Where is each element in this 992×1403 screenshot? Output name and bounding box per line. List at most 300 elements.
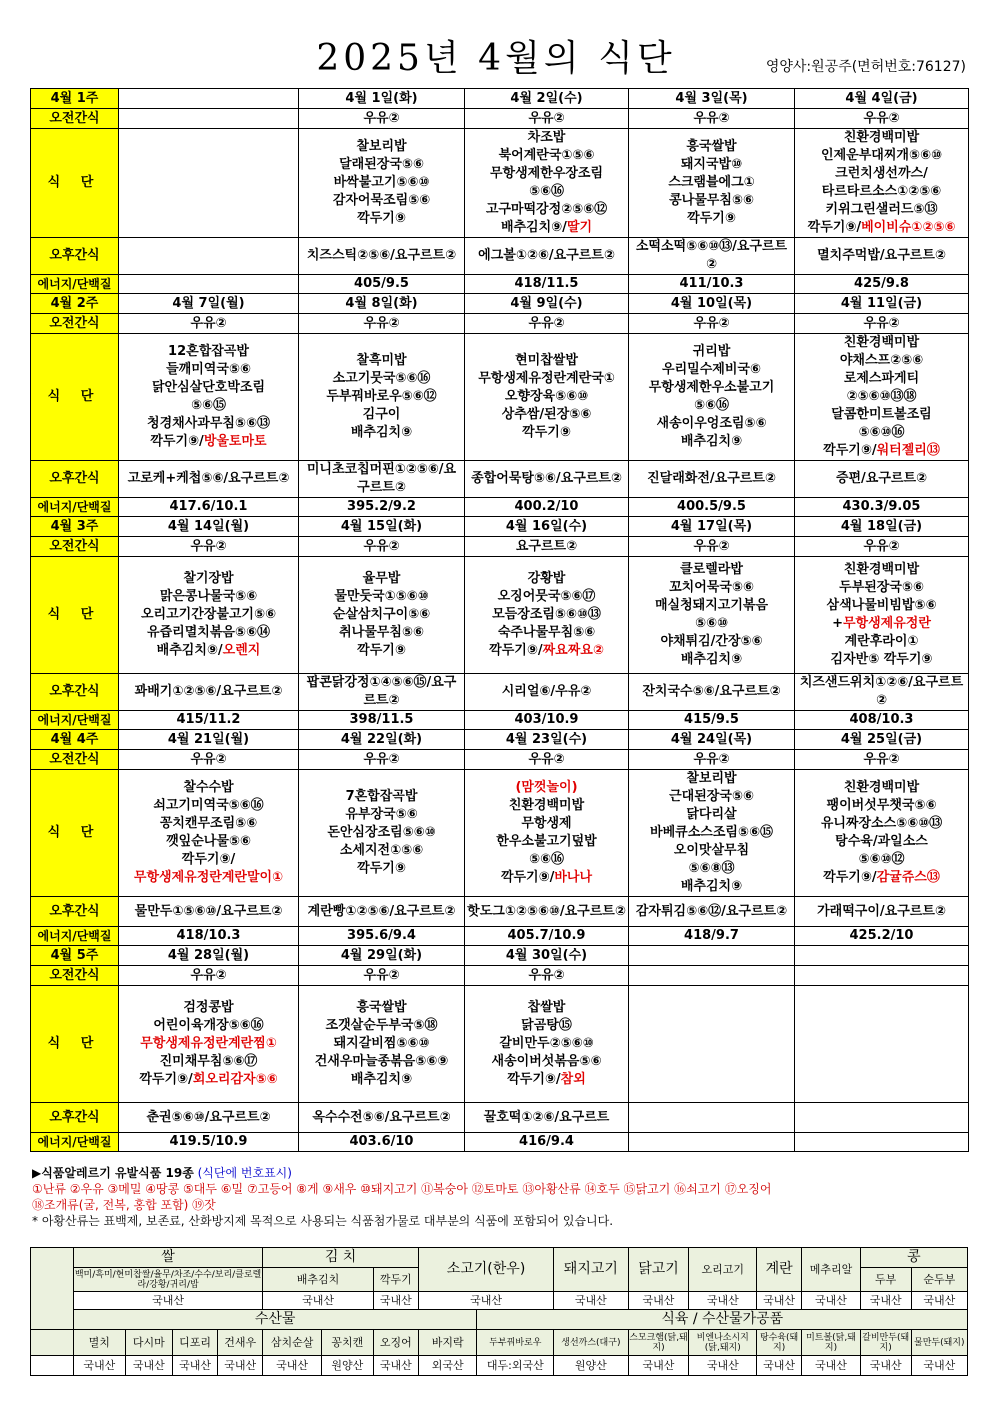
meal-item: 달콤한미트볼조림 [831, 407, 932, 422]
day-header: 4월 22일(화) [299, 730, 465, 750]
meal-line [467, 606, 626, 624]
origin-value: 국내산 [911, 1292, 967, 1310]
meal-line [797, 406, 966, 424]
am-snack-label: 오전간식 [31, 314, 119, 334]
meal-line [121, 1071, 296, 1089]
week-date-row [31, 294, 969, 314]
meal-line [301, 1035, 462, 1053]
energy-cell: 398/11.5 [299, 711, 465, 730]
meal-item: 깍두기⑨/ [181, 852, 236, 867]
meal-line [467, 588, 626, 606]
meal-line [797, 370, 966, 388]
meal-item: 쇠고기미역국⑤⑥⑯ [153, 798, 264, 813]
energy-cell: 415/11.2 [119, 711, 299, 730]
meal-item: 깍두기⑨/ [500, 870, 555, 885]
am-snack-cell: 우유② [465, 966, 629, 986]
meal-line [121, 433, 296, 451]
meal-cell [465, 557, 629, 674]
meal-item: 달래된장국⑤⑥ [339, 157, 424, 172]
meal-cell [465, 770, 629, 897]
meal-line [301, 406, 462, 424]
day-header [119, 89, 299, 109]
origin-value: 국내산 [418, 1292, 553, 1310]
meal-cell [299, 129, 465, 238]
meal-cell [629, 770, 795, 897]
meal-line [121, 815, 296, 833]
meal-line [301, 424, 462, 442]
meal-item: 깍두기⑨ [357, 211, 406, 226]
meal-line [467, 219, 626, 237]
meal-item: 어린이육개장⑤⑥⑯ [153, 1018, 264, 1033]
meal-cell [795, 557, 969, 674]
meal-item: 배추김치⑨ [680, 652, 743, 667]
meal-line [301, 1071, 462, 1089]
meal-item: 검정콩밥 [183, 1000, 234, 1015]
meal-line [121, 851, 296, 869]
meal-item: 콩나물무침⑤⑥ [669, 193, 754, 208]
meal-line [631, 878, 792, 896]
meal-line [467, 147, 626, 165]
energy-cell: 405.7/10.9 [465, 927, 629, 946]
meal-line [467, 642, 626, 660]
meal-item: 김구이 [362, 407, 401, 422]
meal-item: 바베큐소스조림⑤⑥⑮ [650, 825, 773, 840]
week-date-row [31, 730, 969, 750]
pm-snack-cell [629, 1103, 795, 1133]
meal-item: 순살삼치구이⑤⑥ [332, 607, 431, 622]
meal-item: ⑤⑥⑯ [528, 852, 564, 867]
pm-snack-cell: 감자튀김⑤⑥⑫/요구르트② [629, 897, 795, 927]
origin-corner [31, 1330, 74, 1356]
page-title: 2025년 4월의 식단 [316, 38, 676, 79]
am-snack-cell: 우유② [299, 537, 465, 557]
meal-line [797, 651, 966, 669]
processed-origin: 대두:외국산 [477, 1356, 554, 1376]
meal-item: 워터젤리⑬ [876, 443, 940, 458]
week-date-row [31, 89, 969, 109]
meal-cell [629, 334, 795, 461]
allergen-list-2: ⑱조개류(굴, 전복, 홍합 포함) ⑲잣 [32, 1198, 216, 1212]
meal-line [467, 129, 626, 147]
origin-value: 국내산 [263, 1292, 373, 1310]
meal-item: 친환경백미밥 [843, 562, 920, 577]
meal-line [301, 860, 462, 878]
meal-item: 깍두기⑨/ [489, 643, 543, 658]
meal-item: 조갯살순두부국⑤⑱ [325, 1018, 438, 1033]
am-snack-cell: 우유② [795, 750, 969, 770]
meal-cell [299, 770, 465, 897]
meal-item: 찰수수밥 [183, 780, 234, 795]
seafood-item: 바지락 [418, 1330, 477, 1356]
pm-snack-label: 오후간식 [31, 461, 119, 498]
am-snack-cell: 우유② [119, 314, 299, 334]
meal-line [797, 779, 966, 797]
am-snack-cell: 우유② [119, 537, 299, 557]
am-snack-cell: 우유② [629, 750, 795, 770]
am-snack-cell: 우유② [465, 314, 629, 334]
meal-line [797, 165, 966, 183]
meal-item: 취나물무침⑤⑥ [339, 625, 424, 640]
seafood-item: 멸치 [73, 1330, 125, 1356]
meal-line [301, 842, 462, 860]
meal-label: 식 단 [31, 334, 119, 461]
origin-table [30, 1247, 968, 1376]
meal-cell [629, 129, 795, 238]
meal-item: 딸기 [566, 220, 593, 235]
meal-label: 식 단 [31, 770, 119, 897]
energy-label: 에너지/단백질 [31, 1133, 119, 1152]
meal-line [797, 442, 966, 460]
meal-line [467, 624, 626, 642]
seafood-origin: 국내산 [125, 1356, 172, 1376]
meal-line [121, 343, 296, 361]
meal-item: 오징어뭇국⑤⑥⑰ [497, 589, 596, 604]
meal-line [301, 352, 462, 370]
meal-item: 귀리밥 [692, 344, 731, 359]
meal-line [797, 869, 966, 887]
pm-snack-cell: 고로케+케첩⑤⑥/요구르트② [119, 461, 299, 498]
meal-line [301, 588, 462, 606]
energy-cell: 403.6/10 [299, 1133, 465, 1152]
meal-item: 오리고기간장불고기⑤⑥ [140, 607, 277, 622]
meal-item: 계란후라이① [844, 634, 919, 649]
meal-item: 숙주나물무침⑤⑥ [497, 625, 596, 640]
meal-line [121, 570, 296, 588]
meal-item: 베이비슈①②⑤⑥ [861, 220, 956, 235]
meal-item: 율무밥 [362, 571, 401, 586]
meal-cell [119, 770, 299, 897]
meal-cell [119, 986, 299, 1103]
meal-line [301, 156, 462, 174]
meal-line [301, 388, 462, 406]
meal-line [631, 379, 792, 397]
meal-item: 방울토마토 [203, 434, 267, 449]
meal-line [467, 1071, 626, 1089]
day-header: 4월 29일(화) [299, 946, 465, 966]
kimchi-header: 김 치 [263, 1248, 419, 1268]
week-label: 4월 3주 [31, 517, 119, 537]
meal-item: 새송이우엉조림⑤⑥ [656, 416, 767, 431]
meal-item: 짜요짜요② [542, 643, 604, 658]
day-header: 4월 24일(목) [629, 730, 795, 750]
pm-snack-row [31, 674, 969, 711]
processed-item: 스모크햄(닭,돼지) [628, 1330, 689, 1356]
pm-snack-cell: 잔치국수⑤⑥/요구르트② [629, 674, 795, 711]
meal-item: 클로렐라밥 [680, 562, 743, 577]
meal-cell [795, 334, 969, 461]
meal-item: 깍두기⑨ [357, 861, 406, 876]
meal-item: 로제스파게티 [843, 371, 920, 386]
pm-snack-cell: 치즈샌드위치①②⑥/요구르트② [795, 674, 969, 711]
meal-cell [465, 129, 629, 238]
am-snack-row [31, 966, 969, 986]
meal-cell [795, 770, 969, 897]
meal-item: 야채튀김/간장⑤⑥ [660, 634, 763, 649]
meal-item: ⑤⑥⑧⑬ [688, 861, 735, 876]
meal-item: 고구마떡강정②⑤⑥⑫ [485, 202, 608, 217]
meal-line [797, 424, 966, 442]
energy-cell: 403/10.9 [465, 711, 629, 730]
pm-snack-cell [795, 1103, 969, 1133]
origin-value: 국내산 [802, 1292, 861, 1310]
meal-line [467, 1017, 626, 1035]
meal-line [631, 415, 792, 433]
meal-item: 찰보리밥 [356, 139, 407, 154]
meal-line [631, 615, 792, 633]
seafood-origin: 국내산 [373, 1356, 418, 1376]
energy-cell: 415/9.5 [629, 711, 795, 730]
am-snack-cell: 우유② [299, 109, 465, 129]
day-header: 4월 30일(수) [465, 946, 629, 966]
energy-cell: 418/9.7 [629, 927, 795, 946]
nutritionist-info: 영양사:원공주(면허번호:76127) [765, 59, 966, 75]
meal-item: 감자어묵조림⑤⑥ [332, 193, 431, 208]
day-header: 4월 7일(월) [119, 294, 299, 314]
week-label: 4월 1주 [31, 89, 119, 109]
meal-item: 타르타르소스①②⑤⑥ [821, 184, 942, 199]
seafood-origin: 국내산 [218, 1356, 263, 1376]
meal-item: 야채스프②⑤⑥ [839, 353, 924, 368]
meal-cell [465, 334, 629, 461]
am-snack-cell: 우유② [795, 314, 969, 334]
day-header [629, 946, 795, 966]
meal-item: 무항생제한우장조림 [489, 166, 604, 181]
meal-line [797, 183, 966, 201]
energy-row [31, 927, 969, 946]
meal-line [121, 588, 296, 606]
meal-item: 맑은콩나물국⑤⑥ [159, 589, 258, 604]
allergen-legend [32, 1165, 962, 1229]
meal-cell [629, 986, 795, 1103]
processed-origin: 국내산 [628, 1356, 689, 1376]
meal-item: 팽이버섯무챗국⑤⑥ [826, 798, 937, 813]
meal-line [121, 624, 296, 642]
meal-cell [299, 334, 465, 461]
meal-line [797, 615, 966, 633]
meal-item: 배추김치⑨ [350, 425, 413, 440]
meal-item: 흥국쌀밥 [686, 139, 737, 154]
seafood-item: 오징어 [373, 1330, 418, 1356]
meal-line [301, 1017, 462, 1035]
meal-line [797, 201, 966, 219]
meal-item: 찰기장밥 [183, 571, 234, 586]
meal-item: 현미찹쌀밥 [515, 353, 578, 368]
am-snack-cell: 우유② [795, 537, 969, 557]
meal-item: 돼지갈비찜⑤⑥⑩ [333, 1036, 430, 1051]
meal-item: ②⑤⑥⑩⑬⑱ [846, 389, 917, 404]
meal-item: 배추김치⑨ [680, 879, 743, 894]
energy-row [31, 1133, 969, 1152]
meal-cell [795, 986, 969, 1103]
pm-snack-row [31, 897, 969, 927]
meal-item: 무항생제유정란 [843, 616, 931, 631]
meal-line [121, 1053, 296, 1071]
week-date-row [31, 946, 969, 966]
day-header: 4월 10일(목) [629, 294, 795, 314]
day-header: 4월 8일(화) [299, 294, 465, 314]
am-snack-cell [629, 966, 795, 986]
meal-line [467, 1035, 626, 1053]
meal-item: 돈안심장조림⑤⑥⑩ [327, 825, 436, 840]
meal-item: ⑤⑥⑩⑫ [858, 852, 905, 867]
day-header: 4월 3일(목) [629, 89, 795, 109]
meal-line [121, 361, 296, 379]
meal-item: 소세지전①⑤⑥ [339, 843, 424, 858]
legend-note: (식단에 번호표시) [197, 1166, 292, 1180]
meal-item: 참외 [560, 1072, 586, 1087]
meal-line [301, 824, 462, 842]
meal-line [301, 788, 462, 806]
meal-line [631, 138, 792, 156]
am-snack-cell: 우유② [629, 109, 795, 129]
meal-line [797, 147, 966, 165]
origin-value: 국내산 [628, 1292, 689, 1310]
processed-origin: 국내산 [802, 1356, 861, 1376]
meal-line [301, 570, 462, 588]
pm-snack-row [31, 238, 969, 275]
meal-line [797, 833, 966, 851]
meal-cell [119, 334, 299, 461]
day-header: 4월 21일(월) [119, 730, 299, 750]
energy-cell [795, 1133, 969, 1152]
processed-header: 식육 / 수산물가공품 [477, 1310, 968, 1330]
seafood-origin: 외국산 [418, 1356, 477, 1376]
meal-item: 상추쌈/된장⑤⑥ [501, 407, 592, 422]
meal-line [631, 343, 792, 361]
meal-item: 무항생제유정란계란말이① [133, 870, 284, 885]
energy-cell: 430.3/9.05 [795, 498, 969, 517]
allergen-list-1: ①난류 ②우유 ③메밀 ④땅콩 ⑤대두 ⑥밀 ⑦고등어 ⑧게 ⑨새우 ⑩돼지고기 ⑪복숭아 ⑫토마토 ⑬아황산류 ⑭호두 ⑮닭고기 ⑯쇠고기 ⑰오징어 [32, 1182, 772, 1196]
meal-line [631, 770, 792, 788]
meal-item: 바나나 [554, 870, 593, 885]
week-label: 4월 4주 [31, 730, 119, 750]
meal-line [797, 797, 966, 815]
pm-snack-label: 오후간식 [31, 897, 119, 927]
meal-line [797, 129, 966, 147]
meal-row [31, 986, 969, 1103]
origin-value: 국내산 [757, 1292, 802, 1310]
meal-item: 감귤쥬스⑬ [876, 870, 940, 885]
meal-line [797, 352, 966, 370]
meal-item: 김자반⑤ 깍두기⑨ [830, 652, 933, 667]
seafood-item: 건새우 [218, 1330, 263, 1356]
meal-line [631, 842, 792, 860]
week-date-row [31, 517, 969, 537]
meal-cell [299, 557, 465, 674]
meal-line [797, 597, 966, 615]
pm-snack-cell: 꽈배기①②⑤⑥/요구르트② [119, 674, 299, 711]
energy-cell: 419.5/10.9 [119, 1133, 299, 1152]
pm-snack-cell: 멸치주먹밥/요구르트② [795, 238, 969, 275]
meal-item: 친환경백미밥 [508, 798, 585, 813]
meal-line [797, 561, 966, 579]
seafood-origin: 국내산 [73, 1356, 125, 1376]
meal-line [301, 138, 462, 156]
pm-snack-cell: 팝콘닭강정①④⑤⑥⑮/요구르트② [299, 674, 465, 711]
meal-line [467, 406, 626, 424]
meal-cell [299, 986, 465, 1103]
processed-item: 비엔나소시지(닭,돼지) [689, 1330, 757, 1356]
meal-line [631, 561, 792, 579]
energy-label: 에너지/단백질 [31, 927, 119, 946]
am-snack-cell [119, 109, 299, 129]
energy-label: 에너지/단백질 [31, 711, 119, 730]
pm-snack-cell: 종합어묵탕⑤⑥/요구르트② [465, 461, 629, 498]
meal-item: 두부된장국⑤⑥ [839, 580, 924, 595]
meal-line [121, 999, 296, 1017]
day-header: 4월 25일(금) [795, 730, 969, 750]
meal-item: 인제운부대찌개⑤⑥⑩ [821, 148, 942, 163]
meal-line [467, 833, 626, 851]
meal-line [467, 352, 626, 370]
pork-header: 돼지고기 [554, 1248, 628, 1292]
day-header: 4월 23일(수) [465, 730, 629, 750]
meal-item: 깍두기⑨/ [823, 443, 877, 458]
bean-item-tofu: 두부 [860, 1268, 911, 1292]
meal-line [797, 219, 966, 237]
meal-line [631, 597, 792, 615]
meal-line [797, 633, 966, 651]
meal-item: 친환경백미밥 [843, 780, 920, 795]
meal-row [31, 129, 969, 238]
meal-line [631, 397, 792, 415]
meal-item: 한우소불고기덮밥 [496, 834, 597, 849]
meal-line [301, 174, 462, 192]
seafood-item: 디포리 [173, 1330, 218, 1356]
meal-line [121, 642, 296, 660]
meal-item: 깍두기⑨/ [507, 1072, 561, 1087]
bean-header: 콩 [860, 1248, 967, 1268]
menu-table [30, 88, 969, 1152]
day-header: 4월 17일(목) [629, 517, 795, 537]
meal-item: 크런치생선까스/ [835, 166, 928, 181]
meal-line [301, 192, 462, 210]
origin-value: 국내산 [860, 1292, 911, 1310]
am-snack-cell: 우유② [299, 966, 465, 986]
pm-snack-cell: 핫도그①②⑤⑥⑩/요구르트② [465, 897, 629, 927]
meal-item: 강황밥 [527, 571, 566, 586]
meal-item: 청경채사과무침⑤⑥⑬ [147, 416, 270, 431]
meal-item: ⑤⑥⑩ [694, 616, 729, 631]
kimchi-item-radish: 깍두기 [373, 1268, 418, 1292]
meal-label: 식 단 [31, 986, 119, 1103]
meal-line [467, 1053, 626, 1071]
seafood-item: 꽁치캔 [321, 1330, 373, 1356]
energy-cell: 400.2/10 [465, 498, 629, 517]
processed-item: 물만두(돼지) [911, 1330, 967, 1356]
meal-line [631, 788, 792, 806]
energy-cell: 418/11.5 [465, 275, 629, 294]
meal-row [31, 334, 969, 461]
meal-item: 유니짜장소스⑤⑥⑩⑬ [820, 816, 943, 831]
energy-cell: 425.2/10 [795, 927, 969, 946]
energy-cell [119, 275, 299, 294]
meal-item: 우리밀수제비국⑥ [662, 362, 761, 377]
meal-item: 오이맛살무침 [673, 843, 750, 858]
energy-cell: 408/10.3 [795, 711, 969, 730]
meal-label: 식 단 [31, 129, 119, 238]
meal-line [797, 815, 966, 833]
meal-line [121, 1035, 296, 1053]
meal-line [121, 415, 296, 433]
meal-item: ⑤⑥⑩⑯ [858, 425, 905, 440]
pm-snack-cell: 소떡소떡⑤⑥⑩⑬/요구르트② [629, 238, 795, 275]
meal-item: 스크램블에그① [668, 175, 755, 190]
pm-snack-cell: 옥수수전⑤⑥/요구르트② [299, 1103, 465, 1133]
am-snack-label: 오전간식 [31, 109, 119, 129]
meal-line [301, 806, 462, 824]
meal-line [467, 165, 626, 183]
